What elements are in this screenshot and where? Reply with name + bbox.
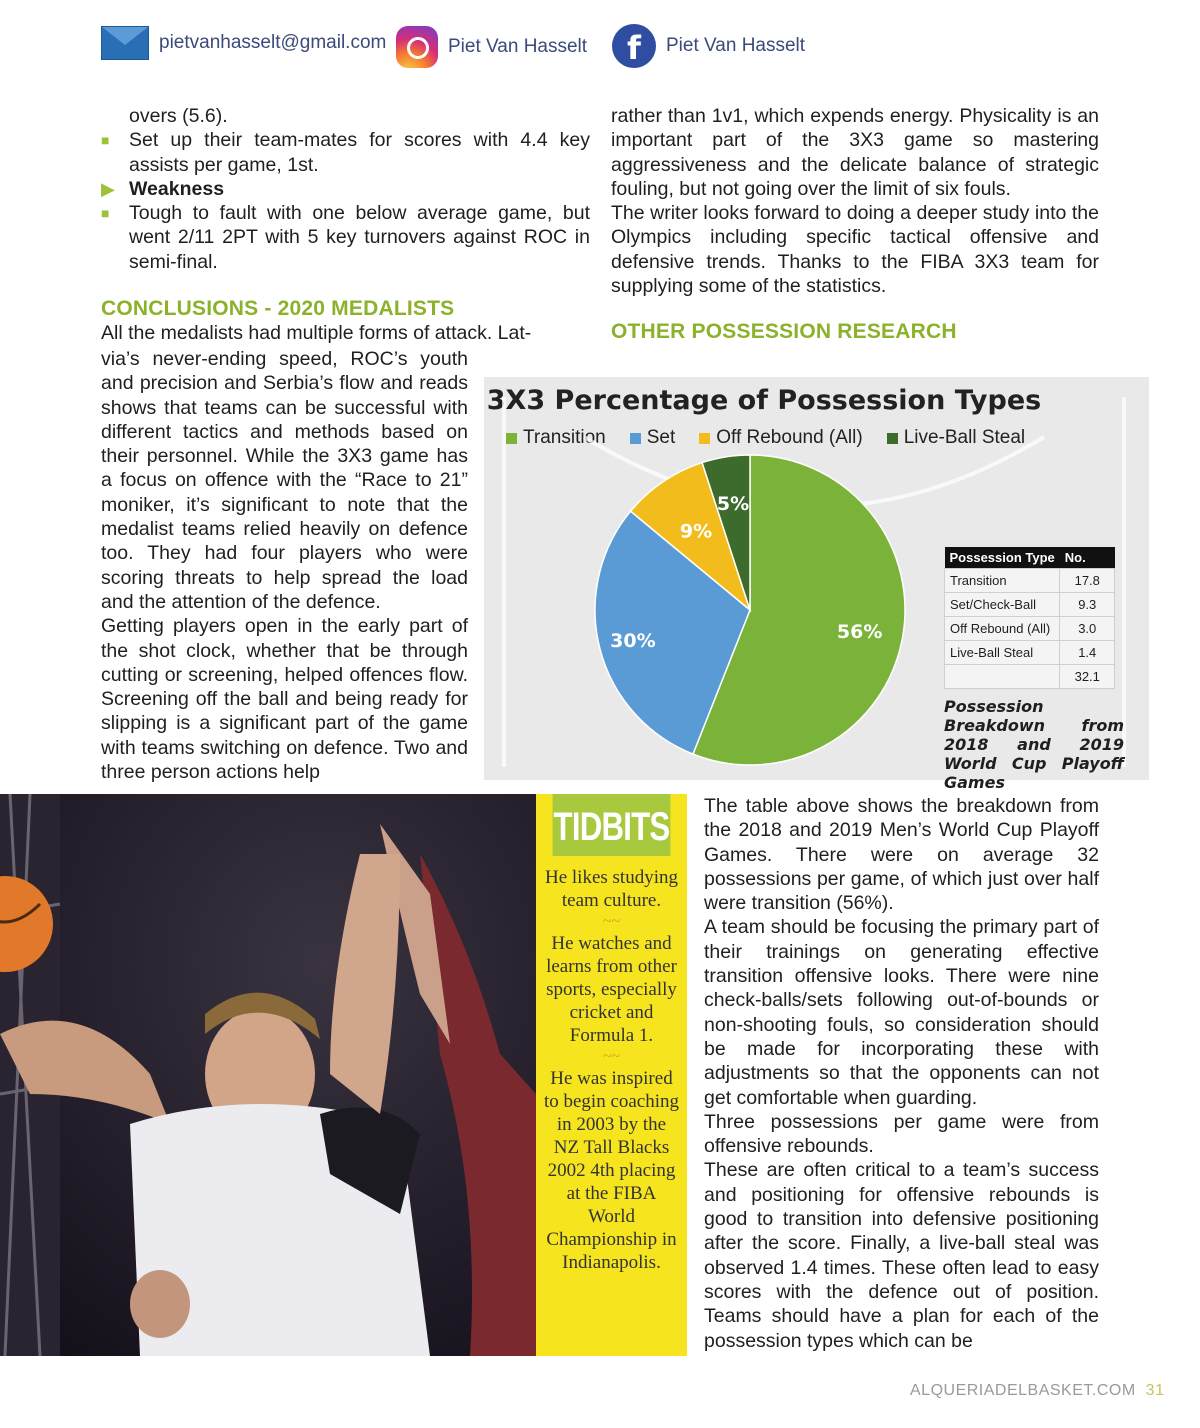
instagram-icon xyxy=(396,26,438,68)
bullet-assists-text: Set up their team-mates for scores with 4.4 key assists per game, 1st. xyxy=(129,129,590,176)
bottom-para3: Three possessions per game were from offensive rebounds. xyxy=(704,1110,1099,1158)
table-cell: 17.8 xyxy=(1060,569,1115,593)
table-cell xyxy=(945,665,1060,689)
table-cell: Live-Ball Steal xyxy=(945,641,1060,665)
table-cell: 9.3 xyxy=(1060,593,1115,617)
legend-label: Set xyxy=(646,427,676,448)
weakness-label: Weakness xyxy=(129,177,225,200)
left-column-top xyxy=(101,104,590,274)
tidbit-1: He likes studying team culture. xyxy=(545,867,678,911)
pie-label: 30% xyxy=(610,630,656,653)
bullet-square-icon: ■ xyxy=(101,205,110,222)
footer-site[interactable]: ALQUERIADELBASKET.COM xyxy=(910,1382,1136,1399)
bullet-square-icon: ■ xyxy=(101,132,110,149)
footer xyxy=(910,1382,1164,1400)
right-para1: rather than 1v1, which expends energy. Physicality is an important part of the 3X3 game so mastering aggressiveness and the delicate balance of strategic fouling, but not going over the limit of six fouls. xyxy=(611,105,1099,200)
tidbit-separator: ~~ xyxy=(602,1048,621,1065)
chart-title: 3X3 Percentage of Possession Types xyxy=(486,385,1042,416)
table-row xyxy=(945,665,1115,689)
table-row xyxy=(945,569,1115,593)
table-cell: Transition xyxy=(945,569,1060,593)
table-row xyxy=(945,641,1115,665)
table-cell: 1.4 xyxy=(1060,641,1115,665)
weakness-row xyxy=(101,177,590,201)
basketball-player-image xyxy=(0,794,536,1356)
bullet-fault-text: Tough to fault with one below average game, but went 2/11 2PT with 5 key turnovers against ROC in semi-final. xyxy=(129,202,590,273)
instagram-text[interactable]: Piet Van Hasselt xyxy=(448,36,588,57)
instagram-contact[interactable] xyxy=(396,26,587,68)
possession-heading: OTHER POSSESSION RESEARCH xyxy=(611,320,957,344)
possession-chart xyxy=(484,377,1149,792)
conclusions-body xyxy=(101,347,468,784)
table-cell: Set/Check-Ball xyxy=(945,593,1060,617)
email-text[interactable]: pietvanhasselt@gmail.com xyxy=(159,32,387,53)
conclusions-section xyxy=(101,297,590,346)
legend-label: Off Rebound (All) xyxy=(716,427,863,448)
table-row xyxy=(945,593,1115,617)
email-contact[interactable] xyxy=(101,26,386,60)
right-column-top xyxy=(611,104,1099,345)
table-header: Possession Type xyxy=(945,547,1060,569)
facebook-text[interactable]: Piet Van Hasselt xyxy=(666,35,806,56)
tidbits-box xyxy=(536,794,687,1356)
overs-line: overs (5.6). xyxy=(129,105,228,127)
possession-table xyxy=(944,547,1115,689)
legend-label: Live-Ball Steal xyxy=(903,427,1026,448)
table-row xyxy=(945,617,1115,641)
tidbits-body xyxy=(536,856,687,1274)
bottom-para4: These are often critical to a team’s success and positioning for offensive rebounds is good to transition into defensive positioning after the score. Finally, a live-ball steal was observed 1.4 times. These often lead to easy scores with the defence out of position. Teams should have a plan for each of the possession types which can be xyxy=(704,1159,1099,1352)
table-header: No. xyxy=(1060,547,1115,569)
right-column-bottom xyxy=(704,794,1099,1353)
facebook-contact[interactable] xyxy=(612,24,805,68)
pie-label: 5% xyxy=(716,492,750,515)
tidbit-3: He was inspired to begin coaching in 2003 by the NZ Tall Blacks 2002 4th placing at the FIBA World Championship in Indianapolis. xyxy=(543,1068,680,1273)
table-cell: Off Rebound (All) xyxy=(945,617,1060,641)
pie-label: 56% xyxy=(836,620,883,643)
chart-caption: Possession Breakdown from 2018 and 2019 World Cup Playoff Games xyxy=(944,697,1124,792)
arrow-right-icon: ▶ xyxy=(101,178,115,199)
table-cell: 32.1 xyxy=(1060,665,1115,689)
page-number: 31 xyxy=(1145,1382,1165,1399)
player-photo xyxy=(0,794,536,1356)
pie-label: 9% xyxy=(679,520,713,543)
conclusions-para2: Getting players open in the early part of the shot clock, whether that be through cutting or screening, helped offences flow. Screening off the ball and being ready for slipping is a significant part of the game with teams switching on defence. Two and three person actions help xyxy=(101,615,468,784)
table-cell: 3.0 xyxy=(1060,617,1115,641)
facebook-icon: f xyxy=(612,24,656,68)
conclusions-first-line: All the medalists had multiple forms of attack. Lat- xyxy=(101,322,532,345)
conclusions-heading: CONCLUSIONS - 2020 MEDALISTS xyxy=(101,297,455,320)
bullet-assists xyxy=(101,128,590,177)
mail-icon xyxy=(101,26,149,60)
tidbit-2: He watches and learns from other sports, especially cricket and Formula 1. xyxy=(546,933,677,1046)
tidbits-heading: TIDBITS xyxy=(553,794,671,856)
tidbit-separator: ~~ xyxy=(602,913,621,930)
bullet-fault xyxy=(101,201,590,274)
legend-label: Transition xyxy=(523,427,606,448)
right-para2: The writer looks forward to doing a deeper study into the Olympics including specific tactical offensive and defensive trends. Thanks to the FIBA 3X3 team for supplying some of the statistics. xyxy=(611,202,1099,298)
bottom-para1: The table above shows the breakdown from the 2018 and 2019 Men’s World Cup Playoff Games. There were on average 32 possessions per game, of which just over half were transition (56%). xyxy=(704,795,1099,915)
conclusions-para1: via’s never-ending speed, ROC’s youth and precision and Serbia’s flow and reads shows that teams can be successful with different tactics and methods based on their personnel. While the 3X3 game has a focus on offence with the “Race to 21” moniker, it’s significant to note that the medalist teams relied heavily on defence too. They had four players who were scoring threats to help spread the load and the attention of the defence. xyxy=(101,348,468,613)
bottom-para2: A team should be focusing the primary part of their trainings on generating effective transition offensive looks. There were nine check-balls/sets following out-of-bounds or non-shooting fouls, so consideration should be made for incorporating these with adjustments so that the opponents can not get comfortable when guarding. xyxy=(704,916,1099,1109)
